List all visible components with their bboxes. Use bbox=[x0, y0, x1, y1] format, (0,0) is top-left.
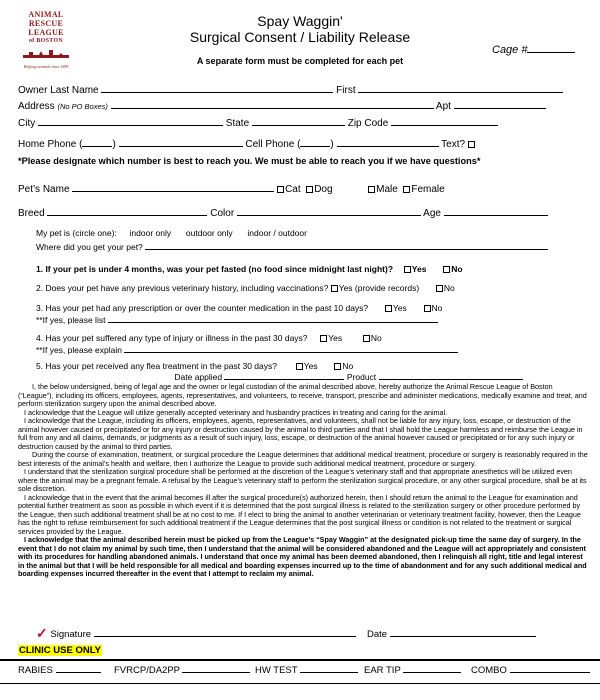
q1-yes-checkbox[interactable] bbox=[404, 266, 411, 273]
question-5 bbox=[36, 361, 353, 371]
legal-paragraph: I acknowledge that the League, including its officers, employees, agents, representatives, and volunteers, shall not be liable for any injury, loss, escape, or destruction of the animal however caused or precipitated or for any injury or destruction caused by the animal to third parties and that I shall hold the League harmless and reimburse the League in full from any and all claims, demands, or judgments as a result of such injury, loss, escape, or destruction of the animal however caused or precipitated or for any such injury or destruction caused by the animal to third parties. bbox=[18, 416, 583, 451]
q1-yes-label: Yes bbox=[411, 264, 427, 274]
date-applied-label: Date applied bbox=[174, 372, 223, 382]
age-label: Age bbox=[423, 208, 441, 219]
cat-checkbox[interactable] bbox=[277, 186, 284, 193]
signature-label: Signature bbox=[50, 629, 92, 640]
cat-label: Cat bbox=[285, 184, 301, 195]
pet-name-row bbox=[18, 183, 445, 195]
logo-name-line: LEAGUE bbox=[28, 28, 64, 37]
q5-no-checkbox[interactable] bbox=[334, 363, 341, 370]
first-name-field[interactable] bbox=[358, 84, 563, 93]
color-field[interactable] bbox=[237, 207, 421, 216]
q3-yes-label: Yes bbox=[392, 303, 407, 313]
question-2 bbox=[36, 283, 455, 293]
rabies-fee bbox=[18, 664, 101, 676]
indoor-only-option[interactable]: indoor only bbox=[129, 228, 172, 238]
city-row bbox=[18, 117, 498, 129]
signature-date-field[interactable] bbox=[390, 628, 536, 637]
q3-yes-checkbox[interactable] bbox=[385, 305, 392, 312]
question-4-explain-field[interactable] bbox=[124, 345, 458, 353]
signature-row bbox=[36, 624, 536, 641]
separate-form-note: A separate form must be completed for each pet bbox=[196, 56, 404, 66]
cell-phone-paren: ) bbox=[330, 139, 334, 150]
male-label: Male bbox=[376, 184, 398, 195]
clinic-use-only-label: CLINIC USE ONLY bbox=[19, 645, 101, 656]
owner-last-name-field[interactable] bbox=[101, 84, 333, 93]
logo-name-line: RESCUE bbox=[28, 19, 64, 28]
question-2-text: 2. Does your pet have any previous veterinary history, including vaccinations? bbox=[36, 283, 329, 293]
question-5-text: 5. Has your pet received any flea treatment in the past 30 days? bbox=[36, 361, 277, 371]
legal-paragraph: I acknowledge that in the event that the animal becomes ill after the surgical procedure(s) authorized herein, then I should return the animal to the League for examination and potential further treatment as soon as possible in which event if it is determined that the post surgical illness is related to the sterilization surgery or other procedure performed by the League, then such additional treatment shall be at no cost to me. If I elect to bring the animal to another veterinarian or veterinary treatment facility, however, then the League has the right to refuse reimbursement for such additional treatment if the League determines that the post surgical illness or condition is not related to the treatment or surgical services provided by the League. bbox=[18, 492, 581, 536]
question-5-details-row bbox=[140, 372, 523, 382]
address-label: Address bbox=[18, 101, 55, 112]
state-field[interactable] bbox=[252, 117, 345, 126]
zip-field[interactable] bbox=[391, 117, 498, 126]
owner-name-row bbox=[18, 84, 563, 96]
date-applied-field[interactable] bbox=[224, 372, 344, 380]
legal-paragraph: I, the below undersigned, being of legal age and the owner or legal custodian of the animal described above, hereby authorize the Animal Rescue League of Boston (“League”), including its officers, employees, agents, representatives, and volunteers, to receive, transport, prescribe and administer medications, medically examine and treat, and perform sterilization surgery upon the animal described above. bbox=[18, 382, 587, 408]
cage-number-field[interactable] bbox=[492, 44, 575, 56]
zip-label: Zip Code bbox=[347, 118, 389, 129]
product-label: Product bbox=[346, 372, 377, 382]
product-field[interactable] bbox=[379, 372, 523, 380]
q1-no-checkbox[interactable] bbox=[443, 266, 450, 273]
question-3-list-label: **If yes, please list bbox=[36, 315, 106, 325]
where-got-pet-row bbox=[36, 242, 548, 252]
where-got-pet-field[interactable] bbox=[145, 242, 548, 250]
form-subtitle: Surgical Consent / Liability Release bbox=[189, 29, 411, 45]
check-mark-icon: ✓ bbox=[36, 625, 48, 641]
indoor-outdoor-option[interactable]: indoor / outdoor bbox=[247, 228, 307, 238]
my-pet-is-label: My pet is (circle one): bbox=[36, 228, 117, 238]
text-checkbox[interactable] bbox=[468, 141, 475, 148]
q2-no-label: No bbox=[443, 283, 455, 293]
clinic-divider bbox=[0, 659, 600, 661]
fvrcp-label: FVRCP/DA2PP bbox=[114, 665, 180, 676]
question-1 bbox=[36, 264, 463, 274]
home-phone-label: Home Phone ( bbox=[18, 139, 83, 150]
fvrcp-fee bbox=[114, 664, 250, 676]
question-1-text: 1. If your pet is under 4 months, was your pet fasted (no food since midnight last night)? bbox=[36, 264, 394, 274]
apt-label: Apt bbox=[435, 101, 451, 112]
combo-label: COMBO bbox=[471, 665, 507, 676]
designate-number-note: *Please designate which number is best to reach you. We must be able to reach you if we have questions* bbox=[18, 156, 481, 166]
female-label: Female bbox=[411, 184, 445, 195]
question-3-text: 3. Has your pet had any prescription or over the counter medication in the past 10 days? bbox=[36, 303, 369, 313]
text-label: Text? bbox=[441, 139, 466, 150]
q1-no-label: No bbox=[451, 264, 463, 274]
date-label: Date bbox=[366, 629, 388, 640]
fvrcp-field[interactable] bbox=[182, 664, 250, 673]
clinic-bottom-divider bbox=[0, 683, 600, 684]
home-phone-paren: ) bbox=[112, 139, 116, 150]
q5-no-label: No bbox=[342, 361, 354, 371]
ear-tip-field[interactable] bbox=[403, 664, 461, 673]
state-label: State bbox=[225, 118, 250, 129]
phone-row bbox=[18, 138, 476, 150]
q4-yes-checkbox[interactable] bbox=[320, 335, 327, 342]
form-title: Spay Waggin' bbox=[257, 13, 343, 29]
first-name-label: First bbox=[336, 85, 356, 96]
logo-name-line: ANIMAL bbox=[28, 10, 64, 19]
q4-no-label: No bbox=[370, 333, 382, 343]
q2-yes-label: Yes (provide records) bbox=[338, 283, 420, 293]
hw-test-field[interactable] bbox=[300, 664, 358, 673]
cage-label: Cage # bbox=[492, 44, 528, 56]
rabies-field[interactable] bbox=[56, 664, 101, 673]
breed-label: Breed bbox=[18, 208, 45, 219]
q5-yes-label: Yes bbox=[303, 361, 318, 371]
address-row bbox=[18, 100, 546, 112]
ear-tip-label: EAR TIP bbox=[364, 665, 401, 676]
hw-test-label: HW TEST bbox=[255, 665, 298, 676]
cell-area-code-field[interactable] bbox=[300, 138, 330, 147]
dog-label: Dog bbox=[314, 184, 333, 195]
question-4-explain-label: **If yes, please explain bbox=[36, 345, 122, 355]
combo-fee bbox=[471, 664, 590, 676]
city-field[interactable] bbox=[38, 117, 223, 126]
address-field[interactable] bbox=[111, 100, 434, 109]
legal-paragraph: During the course of examination, treatment, or surgical procedure the League determines that additional medical treatment, procedure or surgery is reasonably required in the best interests of the animal’s health and welfare, then I authorize the League to provide such additional medical treatment, procedure or surgery. bbox=[18, 450, 588, 468]
breed-row bbox=[18, 207, 548, 219]
outdoor-only-option[interactable]: outdoor only bbox=[185, 228, 233, 238]
home-area-code-field[interactable] bbox=[82, 138, 112, 147]
legal-paragraph: I understand that the sterilization surgical procedure shall be performed at the discretion of the League’s veterinary staff and that appropriate anesthetics will be utilized even where the animal may be a pregnant female. A refusal by the League’s veterinary staff to perform the sterilization surgical procedure, or any other surgical procedure, shall be at its sole discretion. bbox=[18, 467, 587, 493]
male-checkbox[interactable] bbox=[368, 186, 375, 193]
cell-phone-label: Cell Phone ( bbox=[245, 139, 301, 150]
logo-name-line: of BOSTON bbox=[28, 38, 64, 44]
female-checkbox[interactable] bbox=[403, 186, 410, 193]
q5-yes-checkbox[interactable] bbox=[296, 363, 303, 370]
breed-field[interactable] bbox=[47, 207, 207, 216]
pet-name-field[interactable] bbox=[72, 183, 274, 192]
pet-location-row bbox=[36, 228, 307, 238]
q4-yes-label: Yes bbox=[328, 333, 343, 343]
question-4-explain-row bbox=[36, 345, 458, 355]
q4-no-checkbox[interactable] bbox=[363, 335, 370, 342]
q2-yes-checkbox[interactable] bbox=[331, 285, 338, 292]
abandonment-paragraph: I acknowledge that the animal described herein must be picked up from the League’s “Spay Waggin” at the designated pick-up time the same day of surgery. In the event that I do not claim my animal by such time, then I understand that the animal will be considered abandoned and the League will act appropriately and consistent with its procedures for handling abandoned animals. I understand that once my animal has been deemed abandoned, then I relinquish all right, title and legal interest in the animal but that I will be held responsible for all medical and boarding expenses incurred up to the time of abandonment and for any such additional medical and boarding expenses incurred thereafter in the event that I attempt to reclaim my animal. bbox=[18, 535, 587, 578]
cell-phone-field[interactable] bbox=[337, 138, 439, 147]
age-field[interactable] bbox=[444, 207, 548, 216]
signature-field[interactable] bbox=[94, 628, 356, 637]
apt-field[interactable] bbox=[454, 100, 546, 109]
question-3-list-row bbox=[36, 315, 438, 325]
ear-tip-fee bbox=[364, 664, 461, 676]
hw-test-fee bbox=[255, 664, 358, 676]
combo-field[interactable] bbox=[510, 664, 590, 673]
q3-no-label: No bbox=[431, 303, 443, 313]
question-3-list-field[interactable] bbox=[108, 315, 438, 323]
rabies-label: RABIES bbox=[18, 665, 53, 676]
color-label: Color bbox=[210, 208, 235, 219]
home-phone-field[interactable] bbox=[119, 138, 243, 147]
pet-name-label: Pet’s Name bbox=[18, 184, 70, 195]
legal-paragraph: I acknowledge that the League will utilize generally accepted veterinary and husbandry practices in treating and caring for the animal. bbox=[24, 407, 448, 417]
question-3 bbox=[36, 303, 442, 313]
legal-release-text bbox=[18, 383, 588, 579]
question-4-text: 4. Has your pet suffered any type of injury or illness in the past 30 days? bbox=[36, 333, 308, 343]
where-got-pet-label: Where did you get your pet? bbox=[36, 242, 143, 252]
owner-last-name-label: Owner Last Name bbox=[18, 85, 99, 96]
q2-no-checkbox[interactable] bbox=[436, 285, 443, 292]
address-note: (No PO Boxes) bbox=[57, 102, 108, 111]
q3-no-checkbox[interactable] bbox=[424, 305, 431, 312]
dog-checkbox[interactable] bbox=[306, 186, 313, 193]
logo-tagline: Helping animals since 1899 bbox=[23, 64, 69, 69]
question-4 bbox=[36, 333, 382, 343]
city-label: City bbox=[18, 118, 36, 129]
